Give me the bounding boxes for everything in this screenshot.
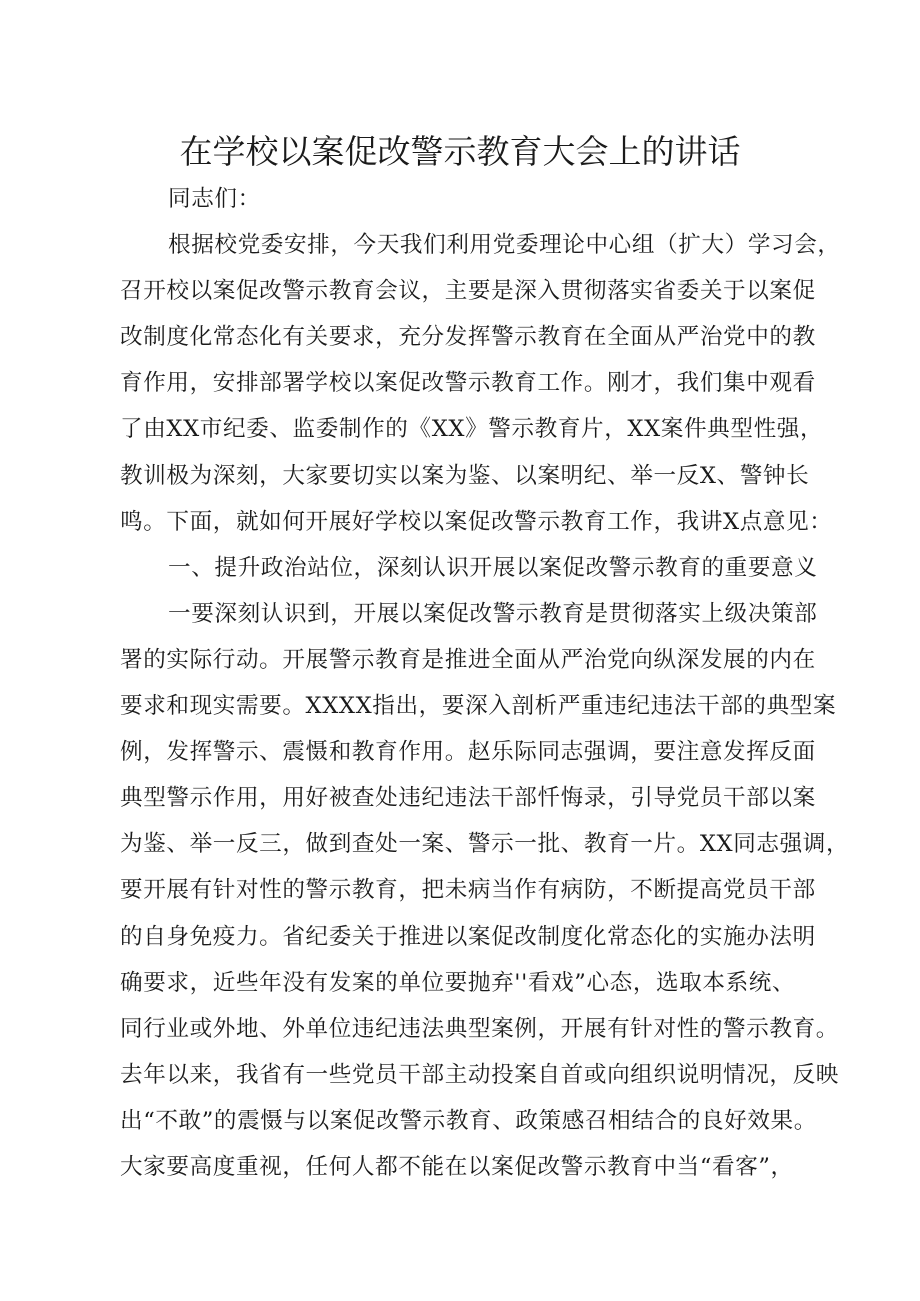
- paragraph-line: 召开校以案促改警示教育会议，主要是深入贯彻落实省委关于以案促: [120, 278, 816, 305]
- paragraph-line: 了由XX市纪委、监委制作的《XX》警示教育片，XX案件典型性强，: [120, 416, 824, 443]
- paragraph-line: 要开展有针对性的警示教育，把未病当作有病防，不断提高党员干部: [120, 877, 816, 904]
- paragraph-line: 例，发挥警示、震慑和教育作用。赵乐际同志强调，要注意发挥反面: [120, 739, 816, 766]
- paragraph-line: 为鉴、举一反三，做到查处一案、警示一批、教育一片。XX同志强调，: [120, 831, 850, 858]
- paragraph-line: 去年以来，我省有一些党员干部主动投案自首或向组织说明情况，反映: [120, 1061, 840, 1088]
- paragraph-line: 教训极为深刻，大家要切实以案为鉴、以案明纪、举一反X、警钟长: [120, 462, 810, 489]
- section-heading: 一、提升政治站位，深刻认识开展以案促改警示教育的重要意义: [168, 554, 818, 581]
- document-body: [120, 176, 850, 1190]
- paragraph-line: 根据校党委安排，今天我们利用党委理论中心组（扩大）学习会，: [168, 232, 841, 259]
- paragraph-line: 确要求，近些年没有发案的单位要抛弃''看戏”心态，选取本系统、: [120, 969, 796, 996]
- paragraph-line: 一要深刻认识到，开展以案促改警示教育是贯彻落实上级决策部: [168, 600, 818, 627]
- paragraph-line: 育作用，安排部署学校以案促改警示教育工作。刚才，我们集中观看: [120, 370, 816, 397]
- paragraph-line: 大家要高度重视，任何人都不能在以案促改警示教育中当“看客”，: [120, 1153, 794, 1180]
- paragraph-line: 署的实际行动。开展警示教育是推进全面从严治党向纵深发展的内在: [120, 646, 816, 673]
- paragraph-line: 改制度化常态化有关要求，充分发挥警示教育在全面从严治党中的教: [120, 324, 816, 351]
- paragraph-line: 鸣。下面，就如何开展好学校以案促改警示教育工作，我讲X点意见：: [120, 508, 833, 535]
- salutation-line: 同志们：: [168, 186, 261, 212]
- paragraph-line: 同行业或外地、外单位违纪违法典型案例，开展有针对性的警示教育。: [120, 1015, 840, 1042]
- paragraph-line: 的自身免疫力。省纪委关于推进以案促改制度化常态化的实施办法明: [120, 923, 816, 950]
- paragraph-line: 要求和现实需要。XXXX指出，要深入剖析严重违纪违法干部的典型案: [120, 693, 837, 720]
- document-title: 在学校以案促改警示教育大会上的讲话: [179, 132, 741, 171]
- paragraph-line: 出“不敢”的震慑与以案促改警示教育、政策感召相结合的良好效果。: [120, 1107, 817, 1134]
- paragraph-line: 典型警示作用，用好被查处违纪违法干部忏悔录，引导党员干部以案: [120, 785, 816, 812]
